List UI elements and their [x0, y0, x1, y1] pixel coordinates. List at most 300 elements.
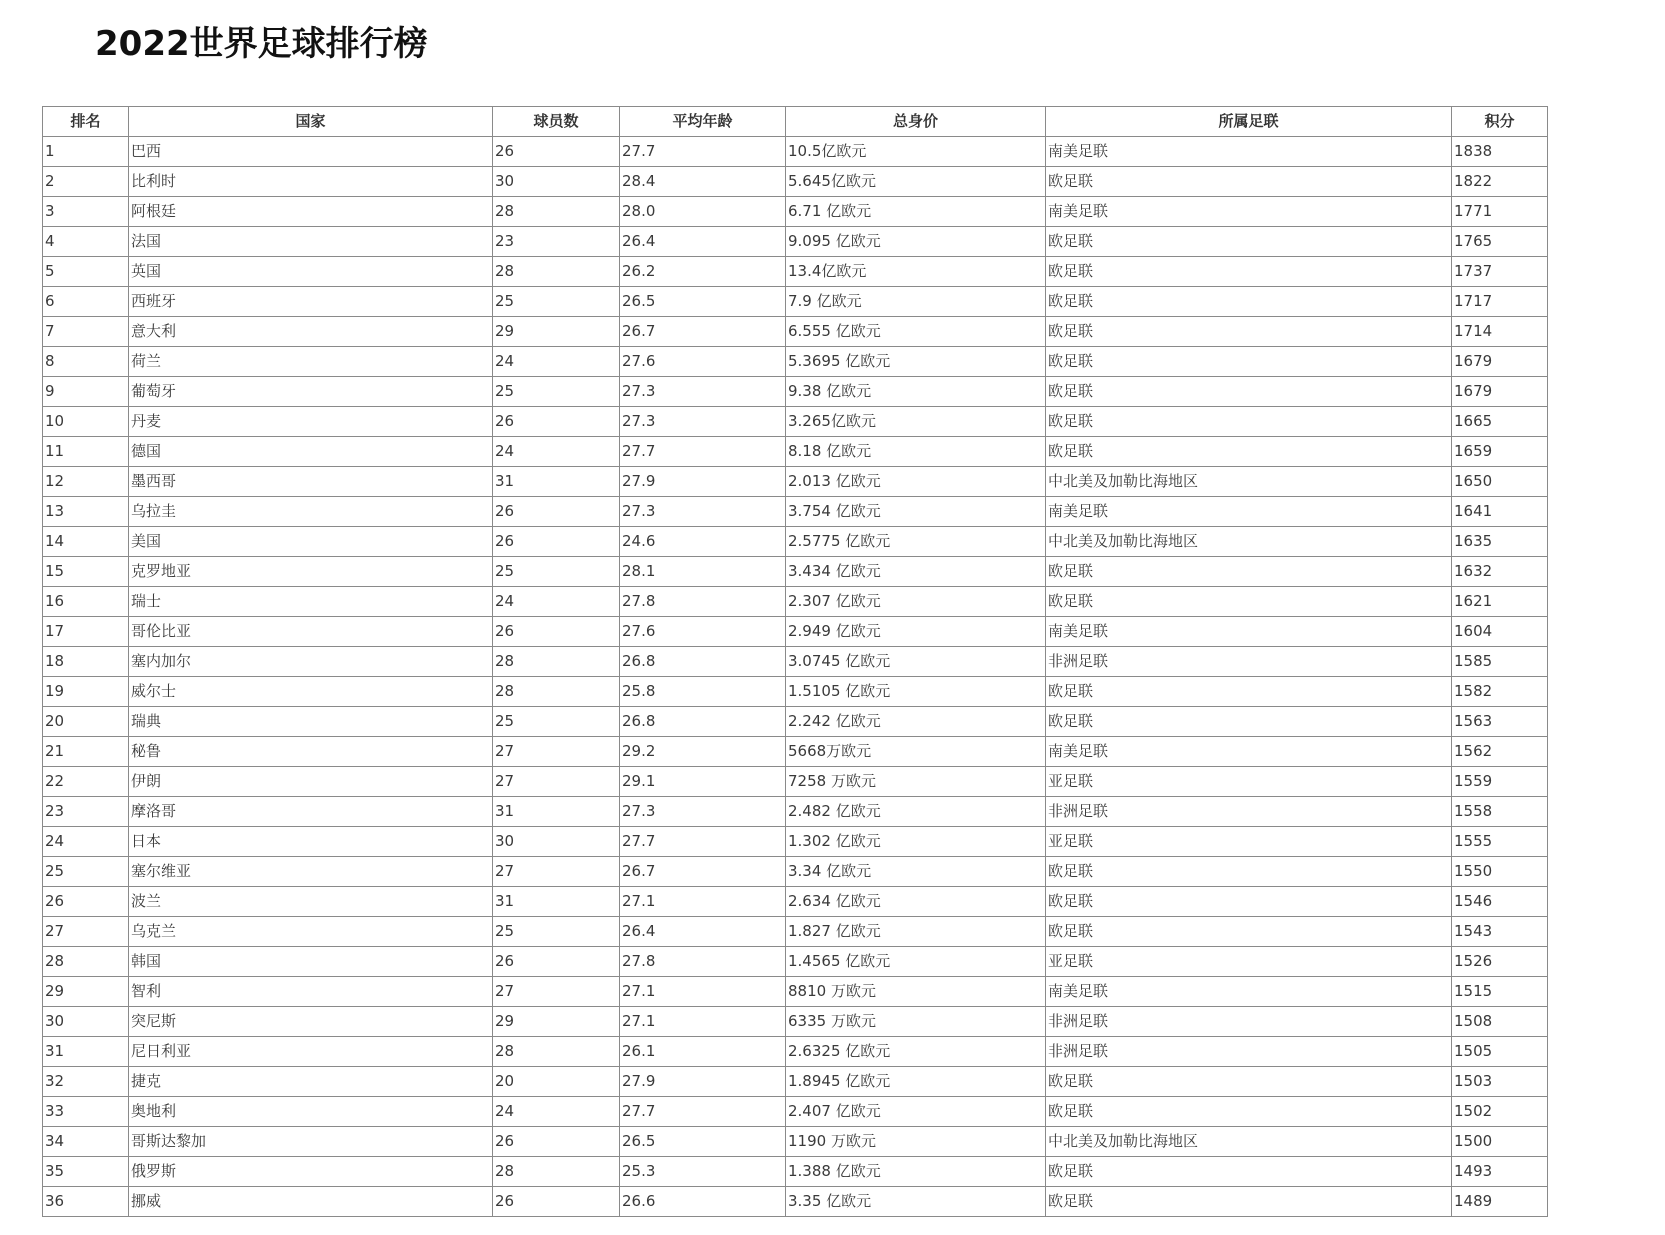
cell-points: 1562: [1452, 737, 1548, 767]
cell-market-value: 2.5775 亿欧元: [786, 527, 1046, 557]
cell-confederation: 中北美及加勒比海地区: [1046, 467, 1452, 497]
cell-rank: 2: [43, 167, 129, 197]
table-row: [43, 1007, 1548, 1037]
cell-rank: 26: [43, 887, 129, 917]
cell-country: 瑞士: [129, 587, 493, 617]
cell-rank: 31: [43, 1037, 129, 1067]
cell-players: 20: [493, 1067, 620, 1097]
cell-avg-age: 27.1: [620, 887, 786, 917]
cell-rank: 7: [43, 317, 129, 347]
cell-players: 28: [493, 1157, 620, 1187]
cell-avg-age: 26.4: [620, 917, 786, 947]
cell-players: 24: [493, 347, 620, 377]
cell-country: 塞尔维亚: [129, 857, 493, 887]
column-header-country: 国家: [129, 107, 493, 137]
cell-country: 比利时: [129, 167, 493, 197]
cell-avg-age: 27.8: [620, 947, 786, 977]
cell-points: 1717: [1452, 287, 1548, 317]
cell-avg-age: 27.3: [620, 497, 786, 527]
cell-avg-age: 24.6: [620, 527, 786, 557]
cell-avg-age: 26.8: [620, 707, 786, 737]
cell-players: 26: [493, 497, 620, 527]
cell-avg-age: 27.3: [620, 377, 786, 407]
cell-players: 27: [493, 767, 620, 797]
cell-points: 1559: [1452, 767, 1548, 797]
cell-market-value: 2.242 亿欧元: [786, 707, 1046, 737]
cell-avg-age: 27.1: [620, 1007, 786, 1037]
table-row: [43, 317, 1548, 347]
cell-avg-age: 27.6: [620, 617, 786, 647]
cell-points: 1714: [1452, 317, 1548, 347]
cell-players: 28: [493, 257, 620, 287]
cell-players: 31: [493, 887, 620, 917]
cell-players: 30: [493, 167, 620, 197]
table-row: [43, 947, 1548, 977]
cell-rank: 24: [43, 827, 129, 857]
cell-confederation: 欧足联: [1046, 857, 1452, 887]
cell-rank: 3: [43, 197, 129, 227]
cell-confederation: 中北美及加勒比海地区: [1046, 1127, 1452, 1157]
cell-confederation: 南美足联: [1046, 737, 1452, 767]
cell-points: 1621: [1452, 587, 1548, 617]
cell-country: 美国: [129, 527, 493, 557]
cell-points: 1679: [1452, 347, 1548, 377]
cell-market-value: 3.754 亿欧元: [786, 497, 1046, 527]
cell-country: 哥伦比亚: [129, 617, 493, 647]
cell-rank: 16: [43, 587, 129, 617]
cell-points: 1526: [1452, 947, 1548, 977]
cell-points: 1665: [1452, 407, 1548, 437]
header-row: [43, 107, 1548, 137]
table-row: [43, 1127, 1548, 1157]
cell-avg-age: 27.7: [620, 437, 786, 467]
cell-country: 丹麦: [129, 407, 493, 437]
cell-rank: 27: [43, 917, 129, 947]
table-row: [43, 377, 1548, 407]
table-row: [43, 647, 1548, 677]
cell-avg-age: 28.4: [620, 167, 786, 197]
table-row: [43, 767, 1548, 797]
cell-rank: 21: [43, 737, 129, 767]
cell-country: 摩洛哥: [129, 797, 493, 827]
cell-players: 26: [493, 1187, 620, 1217]
cell-players: 31: [493, 797, 620, 827]
cell-country: 挪威: [129, 1187, 493, 1217]
cell-avg-age: 27.7: [620, 1097, 786, 1127]
cell-confederation: 南美足联: [1046, 977, 1452, 1007]
table-row: [43, 497, 1548, 527]
cell-market-value: 5668万欧元: [786, 737, 1046, 767]
cell-confederation: 非洲足联: [1046, 1037, 1452, 1067]
cell-market-value: 10.5亿欧元: [786, 137, 1046, 167]
cell-country: 西班牙: [129, 287, 493, 317]
cell-confederation: 欧足联: [1046, 1067, 1452, 1097]
cell-players: 29: [493, 317, 620, 347]
cell-avg-age: 26.1: [620, 1037, 786, 1067]
cell-market-value: 3.34 亿欧元: [786, 857, 1046, 887]
cell-avg-age: 29.2: [620, 737, 786, 767]
cell-confederation: 非洲足联: [1046, 797, 1452, 827]
table-row: [43, 617, 1548, 647]
table-row: [43, 1187, 1548, 1217]
cell-players: 26: [493, 137, 620, 167]
column-header-players: 球员数: [493, 107, 620, 137]
cell-country: 尼日利亚: [129, 1037, 493, 1067]
cell-avg-age: 27.3: [620, 407, 786, 437]
cell-rank: 6: [43, 287, 129, 317]
cell-rank: 29: [43, 977, 129, 1007]
cell-market-value: 6.71 亿欧元: [786, 197, 1046, 227]
cell-avg-age: 27.8: [620, 587, 786, 617]
cell-confederation: 非洲足联: [1046, 647, 1452, 677]
cell-confederation: 欧足联: [1046, 1097, 1452, 1127]
cell-avg-age: 26.7: [620, 857, 786, 887]
cell-rank: 36: [43, 1187, 129, 1217]
cell-rank: 13: [43, 497, 129, 527]
cell-confederation: 欧足联: [1046, 347, 1452, 377]
cell-rank: 18: [43, 647, 129, 677]
table-row: [43, 347, 1548, 377]
cell-players: 26: [493, 947, 620, 977]
cell-rank: 33: [43, 1097, 129, 1127]
cell-confederation: 欧足联: [1046, 917, 1452, 947]
cell-players: 28: [493, 677, 620, 707]
table-row: [43, 827, 1548, 857]
cell-confederation: 亚足联: [1046, 767, 1452, 797]
cell-avg-age: 26.6: [620, 1187, 786, 1217]
cell-players: 25: [493, 557, 620, 587]
cell-avg-age: 26.4: [620, 227, 786, 257]
cell-confederation: 南美足联: [1046, 197, 1452, 227]
cell-country: 乌拉圭: [129, 497, 493, 527]
cell-market-value: 2.634 亿欧元: [786, 887, 1046, 917]
cell-country: 巴西: [129, 137, 493, 167]
cell-avg-age: 27.3: [620, 797, 786, 827]
cell-market-value: 1.4565 亿欧元: [786, 947, 1046, 977]
cell-country: 秘鲁: [129, 737, 493, 767]
table-row: [43, 287, 1548, 317]
cell-players: 30: [493, 827, 620, 857]
cell-avg-age: 25.8: [620, 677, 786, 707]
cell-players: 27: [493, 977, 620, 1007]
cell-confederation: 南美足联: [1046, 137, 1452, 167]
cell-confederation: 欧足联: [1046, 677, 1452, 707]
cell-points: 1771: [1452, 197, 1548, 227]
table-row: [43, 227, 1548, 257]
table-row: [43, 407, 1548, 437]
cell-avg-age: 27.9: [620, 467, 786, 497]
cell-rank: 20: [43, 707, 129, 737]
cell-market-value: 2.307 亿欧元: [786, 587, 1046, 617]
cell-rank: 10: [43, 407, 129, 437]
cell-players: 24: [493, 1097, 620, 1127]
cell-country: 捷克: [129, 1067, 493, 1097]
cell-players: 26: [493, 407, 620, 437]
cell-confederation: 欧足联: [1046, 227, 1452, 257]
table-row: [43, 557, 1548, 587]
cell-country: 韩国: [129, 947, 493, 977]
cell-players: 24: [493, 437, 620, 467]
cell-rank: 1: [43, 137, 129, 167]
cell-rank: 4: [43, 227, 129, 257]
cell-avg-age: 26.8: [620, 647, 786, 677]
table-row: [43, 437, 1548, 467]
table-row: [43, 677, 1548, 707]
cell-players: 23: [493, 227, 620, 257]
cell-confederation: 欧足联: [1046, 377, 1452, 407]
table-row: [43, 167, 1548, 197]
table-row: [43, 737, 1548, 767]
cell-market-value: 2.407 亿欧元: [786, 1097, 1046, 1127]
cell-country: 日本: [129, 827, 493, 857]
cell-rank: 14: [43, 527, 129, 557]
cell-confederation: 欧足联: [1046, 317, 1452, 347]
cell-rank: 19: [43, 677, 129, 707]
cell-players: 25: [493, 377, 620, 407]
cell-points: 1632: [1452, 557, 1548, 587]
cell-confederation: 亚足联: [1046, 947, 1452, 977]
cell-points: 1489: [1452, 1187, 1548, 1217]
cell-market-value: 2.949 亿欧元: [786, 617, 1046, 647]
cell-rank: 15: [43, 557, 129, 587]
cell-points: 1502: [1452, 1097, 1548, 1127]
cell-confederation: 欧足联: [1046, 557, 1452, 587]
cell-market-value: 3.0745 亿欧元: [786, 647, 1046, 677]
cell-country: 威尔士: [129, 677, 493, 707]
table-row: [43, 137, 1548, 167]
cell-players: 27: [493, 857, 620, 887]
cell-points: 1604: [1452, 617, 1548, 647]
cell-market-value: 1.388 亿欧元: [786, 1157, 1046, 1187]
column-header-market-value: 总身价: [786, 107, 1046, 137]
table-body: [43, 137, 1548, 1217]
cell-country: 墨西哥: [129, 467, 493, 497]
table-row: [43, 857, 1548, 887]
cell-points: 1679: [1452, 377, 1548, 407]
table-row: [43, 467, 1548, 497]
cell-market-value: 1.302 亿欧元: [786, 827, 1046, 857]
cell-market-value: 2.482 亿欧元: [786, 797, 1046, 827]
table-header: [43, 107, 1548, 137]
cell-players: 26: [493, 617, 620, 647]
cell-market-value: 2.6325 亿欧元: [786, 1037, 1046, 1067]
cell-country: 哥斯达黎加: [129, 1127, 493, 1157]
cell-avg-age: 27.9: [620, 1067, 786, 1097]
cell-avg-age: 27.7: [620, 827, 786, 857]
cell-avg-age: 26.5: [620, 1127, 786, 1157]
cell-avg-age: 27.7: [620, 137, 786, 167]
cell-players: 28: [493, 1037, 620, 1067]
ranking-table: [42, 106, 1548, 1217]
table-row: [43, 587, 1548, 617]
cell-country: 阿根廷: [129, 197, 493, 227]
cell-points: 1555: [1452, 827, 1548, 857]
cell-confederation: 南美足联: [1046, 497, 1452, 527]
cell-confederation: 欧足联: [1046, 167, 1452, 197]
cell-country: 法国: [129, 227, 493, 257]
cell-points: 1585: [1452, 647, 1548, 677]
cell-country: 伊朗: [129, 767, 493, 797]
cell-confederation: 欧足联: [1046, 287, 1452, 317]
cell-confederation: 欧足联: [1046, 407, 1452, 437]
cell-market-value: 6335 万欧元: [786, 1007, 1046, 1037]
cell-rank: 9: [43, 377, 129, 407]
cell-country: 突尼斯: [129, 1007, 493, 1037]
cell-players: 24: [493, 587, 620, 617]
cell-country: 克罗地亚: [129, 557, 493, 587]
column-header-avg-age: 平均年龄: [620, 107, 786, 137]
cell-points: 1737: [1452, 257, 1548, 287]
table-row: [43, 887, 1548, 917]
cell-country: 意大利: [129, 317, 493, 347]
cell-rank: 5: [43, 257, 129, 287]
cell-rank: 34: [43, 1127, 129, 1157]
column-header-rank: 排名: [43, 107, 129, 137]
cell-points: 1505: [1452, 1037, 1548, 1067]
table-row: [43, 1157, 1548, 1187]
cell-points: 1508: [1452, 1007, 1548, 1037]
cell-market-value: 13.4亿欧元: [786, 257, 1046, 287]
cell-points: 1582: [1452, 677, 1548, 707]
cell-confederation: 欧足联: [1046, 707, 1452, 737]
cell-confederation: 非洲足联: [1046, 1007, 1452, 1037]
cell-avg-age: 25.3: [620, 1157, 786, 1187]
cell-points: 1543: [1452, 917, 1548, 947]
cell-market-value: 7258 万欧元: [786, 767, 1046, 797]
cell-country: 奥地利: [129, 1097, 493, 1127]
cell-points: 1550: [1452, 857, 1548, 887]
cell-rank: 28: [43, 947, 129, 977]
cell-market-value: 3.265亿欧元: [786, 407, 1046, 437]
cell-country: 英国: [129, 257, 493, 287]
cell-points: 1515: [1452, 977, 1548, 1007]
cell-avg-age: 27.6: [620, 347, 786, 377]
cell-rank: 17: [43, 617, 129, 647]
page-title: 2022世界足球排行榜: [95, 24, 428, 64]
cell-country: 波兰: [129, 887, 493, 917]
table-row: [43, 797, 1548, 827]
column-header-points: 积分: [1452, 107, 1548, 137]
cell-rank: 25: [43, 857, 129, 887]
table-row: [43, 197, 1548, 227]
cell-players: 31: [493, 467, 620, 497]
cell-avg-age: 29.1: [620, 767, 786, 797]
table-row: [43, 977, 1548, 1007]
table-row: [43, 707, 1548, 737]
cell-market-value: 9.38 亿欧元: [786, 377, 1046, 407]
cell-confederation: 欧足联: [1046, 587, 1452, 617]
cell-players: 28: [493, 647, 620, 677]
cell-country: 乌克兰: [129, 917, 493, 947]
cell-avg-age: 26.2: [620, 257, 786, 287]
cell-rank: 32: [43, 1067, 129, 1097]
cell-avg-age: 26.7: [620, 317, 786, 347]
cell-market-value: 1.8945 亿欧元: [786, 1067, 1046, 1097]
cell-country: 智利: [129, 977, 493, 1007]
cell-points: 1503: [1452, 1067, 1548, 1097]
cell-country: 荷兰: [129, 347, 493, 377]
table-row: [43, 527, 1548, 557]
cell-rank: 30: [43, 1007, 129, 1037]
cell-rank: 8: [43, 347, 129, 377]
cell-market-value: 9.095 亿欧元: [786, 227, 1046, 257]
cell-players: 25: [493, 917, 620, 947]
cell-players: 25: [493, 707, 620, 737]
cell-confederation: 欧足联: [1046, 437, 1452, 467]
cell-players: 26: [493, 1127, 620, 1157]
cell-market-value: 8.18 亿欧元: [786, 437, 1046, 467]
cell-rank: 11: [43, 437, 129, 467]
cell-market-value: 1.5105 亿欧元: [786, 677, 1046, 707]
cell-market-value: 1.827 亿欧元: [786, 917, 1046, 947]
cell-country: 俄罗斯: [129, 1157, 493, 1187]
cell-points: 1650: [1452, 467, 1548, 497]
cell-points: 1500: [1452, 1127, 1548, 1157]
cell-avg-age: 26.5: [620, 287, 786, 317]
cell-confederation: 中北美及加勒比海地区: [1046, 527, 1452, 557]
cell-country: 瑞典: [129, 707, 493, 737]
table-row: [43, 1037, 1548, 1067]
cell-market-value: 2.013 亿欧元: [786, 467, 1046, 497]
cell-points: 1765: [1452, 227, 1548, 257]
cell-confederation: 欧足联: [1046, 887, 1452, 917]
cell-market-value: 6.555 亿欧元: [786, 317, 1046, 347]
cell-rank: 35: [43, 1157, 129, 1187]
cell-confederation: 亚足联: [1046, 827, 1452, 857]
cell-confederation: 欧足联: [1046, 1157, 1452, 1187]
cell-points: 1641: [1452, 497, 1548, 527]
cell-market-value: 8810 万欧元: [786, 977, 1046, 1007]
table-row: [43, 1067, 1548, 1097]
cell-confederation: 欧足联: [1046, 257, 1452, 287]
cell-confederation: 南美足联: [1046, 617, 1452, 647]
column-header-confederation: 所属足联: [1046, 107, 1452, 137]
cell-rank: 23: [43, 797, 129, 827]
cell-rank: 22: [43, 767, 129, 797]
cell-points: 1493: [1452, 1157, 1548, 1187]
cell-country: 葡萄牙: [129, 377, 493, 407]
cell-players: 27: [493, 737, 620, 767]
cell-points: 1558: [1452, 797, 1548, 827]
cell-points: 1563: [1452, 707, 1548, 737]
cell-avg-age: 28.0: [620, 197, 786, 227]
cell-points: 1838: [1452, 137, 1548, 167]
cell-avg-age: 27.1: [620, 977, 786, 1007]
cell-market-value: 3.35 亿欧元: [786, 1187, 1046, 1217]
cell-avg-age: 28.1: [620, 557, 786, 587]
cell-country: 德国: [129, 437, 493, 467]
cell-points: 1659: [1452, 437, 1548, 467]
cell-rank: 12: [43, 467, 129, 497]
cell-points: 1635: [1452, 527, 1548, 557]
cell-market-value: 5.645亿欧元: [786, 167, 1046, 197]
cell-points: 1822: [1452, 167, 1548, 197]
cell-country: 塞内加尔: [129, 647, 493, 677]
cell-points: 1546: [1452, 887, 1548, 917]
cell-players: 28: [493, 197, 620, 227]
cell-confederation: 欧足联: [1046, 1187, 1452, 1217]
table-row: [43, 1097, 1548, 1127]
cell-players: 29: [493, 1007, 620, 1037]
table-row: [43, 917, 1548, 947]
cell-market-value: 5.3695 亿欧元: [786, 347, 1046, 377]
table-row: [43, 257, 1548, 287]
cell-market-value: 7.9 亿欧元: [786, 287, 1046, 317]
cell-market-value: 3.434 亿欧元: [786, 557, 1046, 587]
cell-players: 25: [493, 287, 620, 317]
cell-players: 26: [493, 527, 620, 557]
cell-market-value: 1190 万欧元: [786, 1127, 1046, 1157]
